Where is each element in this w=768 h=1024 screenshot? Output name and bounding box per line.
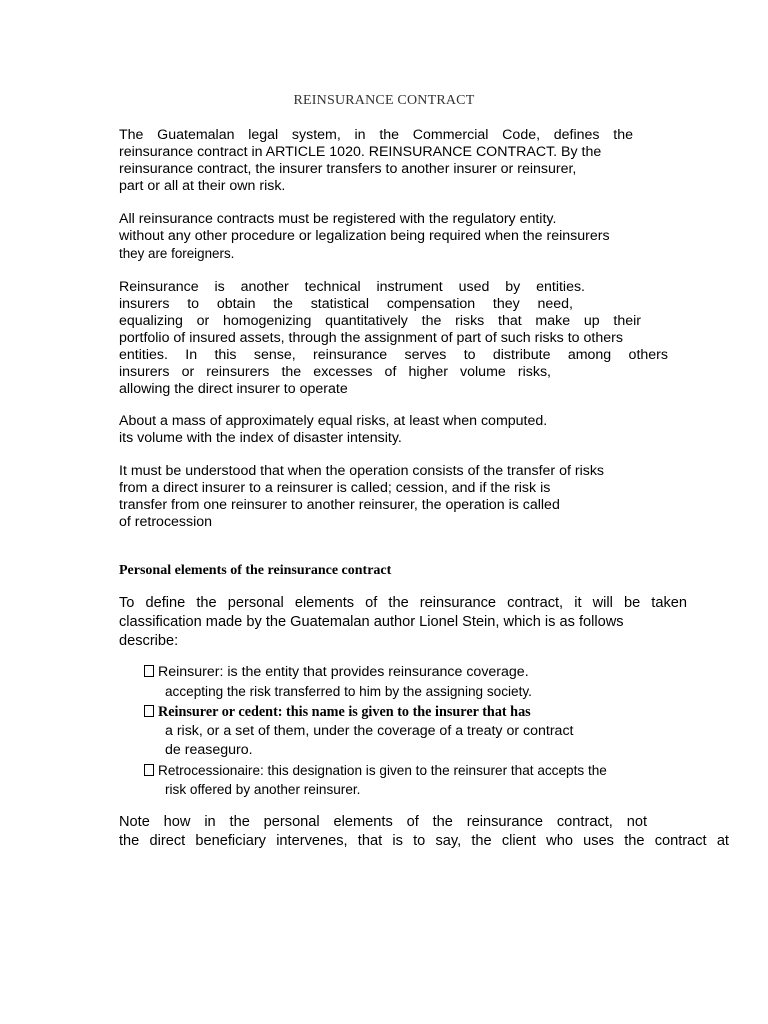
bullet-box-icon: [144, 764, 154, 776]
text-line: its volume with the index of disaster intensity.: [119, 430, 402, 446]
paragraph-personal-elements: [119, 594, 687, 651]
text-line: of retrocession: [119, 514, 213, 530]
text-line: the direct beneficiary intervenes, that is to say, the client who uses the contract at: [119, 833, 729, 849]
text-line: transfer from one reinsurer to another reinsurer, the operation is called: [119, 497, 560, 513]
paragraph-technical-instrument: [119, 279, 668, 398]
list-item-text: Reinsurer: is the entity that provides reinsurance coverage.: [158, 664, 529, 680]
text-line: entities. In this sense, reinsurance serves to distribute among others: [119, 347, 668, 363]
text-line: reinsurance contract, the insurer transfers to another insurer or reinsurer,: [119, 161, 577, 177]
bullet-box-icon: [144, 665, 154, 677]
list-item-reinsurer: [144, 663, 532, 701]
text-line: All reinsurance contracts must be registered with the regulatory entity.: [119, 211, 557, 227]
document-title: REINSURANCE CONTRACT: [293, 93, 475, 108]
text-line: allowing the direct insurer to operate: [119, 381, 348, 397]
text-line: insurers to obtain the statistical compensation they need,: [119, 296, 573, 312]
text-line: equalizing or homogenizing quantitatively the risks that make up their: [119, 313, 641, 329]
text-line: It must be understood that when the operation consists of the transfer of risks: [119, 463, 605, 479]
text-line: describe:: [119, 633, 179, 649]
text-line: from a direct insurer to a reinsurer is called; cession, and if the risk is: [119, 480, 551, 496]
list-item-cedent: [144, 703, 574, 760]
list-item-text: Retrocessionaire: this designation is given to the reinsurer that accepts the: [158, 763, 607, 778]
text-line: classification made by the Guatemalan author Lionel Stein, which is as follows: [119, 614, 624, 630]
paragraph-mass-of-risks: [119, 413, 599, 447]
text-line: part or all at their own risk.: [119, 178, 286, 194]
text-line: Note how in the personal elements of the reinsurance contract, not: [119, 814, 647, 830]
section-heading: Personal elements of the reinsurance contract: [119, 563, 392, 578]
list-item-text: Reinsurer or cedent: this name is given to the insurer that has: [158, 704, 531, 720]
paragraph-definition: [119, 127, 633, 195]
text-line: To define the personal elements of the reinsurance contract, it will be taken: [119, 595, 687, 611]
list-item-continuation: de reaseguro.: [165, 742, 253, 758]
list-item-continuation: accepting the risk transferred to him by the assigning society.: [165, 684, 532, 699]
text-line: portfolio of insured assets, through the assignment of part of such risks to others: [119, 330, 623, 346]
text-line: reinsurance contract in ARTICLE 1020. REINSURANCE CONTRACT. By the: [119, 144, 602, 160]
bullet-box-icon: [144, 705, 154, 717]
text-line: without any other procedure or legalization being required when the reinsurers: [119, 228, 610, 244]
text-line: About a mass of approximately equal risks, at least when computed.: [119, 413, 548, 429]
text-line: insurers or reinsurers the excesses of higher volume risks,: [119, 364, 551, 380]
list-item-continuation: risk offered by another reinsurer.: [165, 782, 361, 797]
list-item-continuation: a risk, or a set of them, under the coverage of a treaty or contract: [165, 723, 574, 739]
list-item-retrocessionaire: [144, 761, 607, 799]
paragraph-note: [119, 813, 729, 851]
text-line: they are foreigners.: [119, 246, 235, 261]
text-line: Reinsurance is another technical instrument used by entities.: [119, 279, 585, 295]
text-line: The Guatemalan legal system, in the Commercial Code, defines the: [119, 127, 633, 143]
paragraph-cession: [119, 463, 659, 531]
paragraph-registration: [119, 211, 669, 262]
